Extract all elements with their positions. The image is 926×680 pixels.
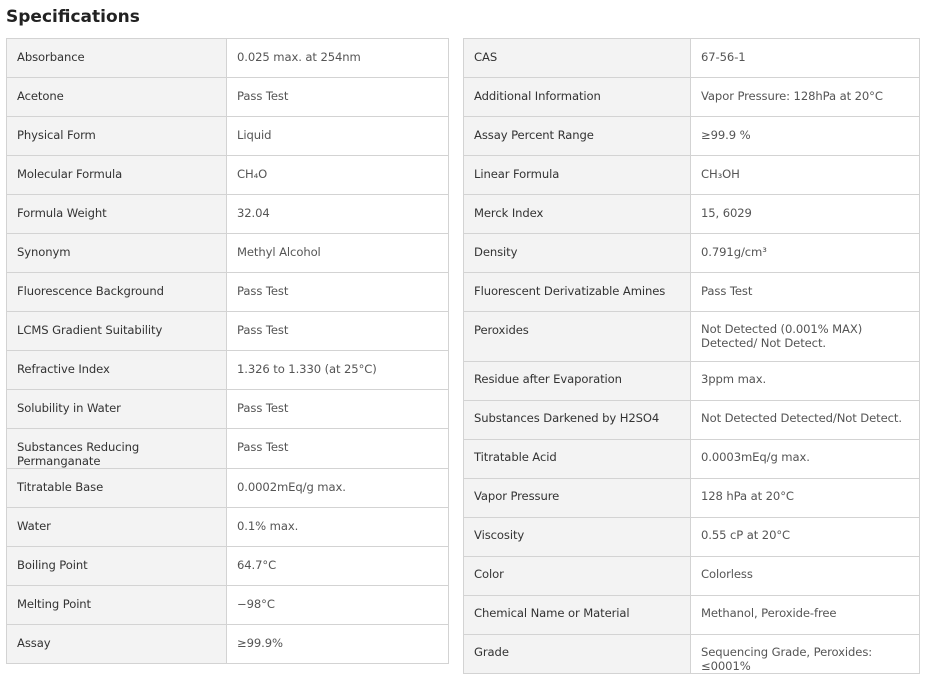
spec-label: Acetone xyxy=(7,78,227,117)
spec-row-residue-after-evaporation xyxy=(464,362,920,401)
spec-row-water xyxy=(7,508,449,547)
spec-value: CH₃OH xyxy=(691,156,920,195)
spec-label: Synonym xyxy=(7,234,227,273)
spec-value: Methanol, Peroxide-free xyxy=(691,596,920,635)
spec-label: Viscosity xyxy=(464,518,691,557)
spec-row-peroxides xyxy=(464,312,920,362)
spec-label: Grade xyxy=(464,635,691,674)
spec-value: Sequencing Grade, Peroxides: ≤0001% xyxy=(691,635,920,674)
spec-value: Pass Test xyxy=(691,273,920,312)
spec-label: Fluorescence Background xyxy=(7,273,227,312)
spec-value: 67-56-1 xyxy=(691,39,920,78)
spec-value: 0.791g/cm³ xyxy=(691,234,920,273)
spec-label: Color xyxy=(464,557,691,596)
spec-row-grade xyxy=(464,635,920,674)
spec-value: Pass Test xyxy=(227,390,449,429)
spec-row-solubility-in-water xyxy=(7,390,449,429)
spec-value: Methyl Alcohol xyxy=(227,234,449,273)
spec-value: 32.04 xyxy=(227,195,449,234)
spec-row-linear-formula xyxy=(464,156,920,195)
spec-label: Additional Information xyxy=(464,78,691,117)
spec-row-titratable-acid xyxy=(464,440,920,479)
page-title: Specifications xyxy=(6,7,140,27)
spec-value: CH₄O xyxy=(227,156,449,195)
spec-row-physical-form xyxy=(7,117,449,156)
spec-row-vapor-pressure xyxy=(464,479,920,518)
spec-label: Assay Percent Range xyxy=(464,117,691,156)
spec-row-fluorescence-background xyxy=(7,273,449,312)
spec-label: Melting Point xyxy=(7,586,227,625)
spec-label: Absorbance xyxy=(7,39,227,78)
spec-label: Density xyxy=(464,234,691,273)
spec-label: CAS xyxy=(464,39,691,78)
spec-value: 0.0002mEq/g max. xyxy=(227,469,449,508)
spec-row-titratable-base xyxy=(7,469,449,508)
spec-row-assay-percent-range xyxy=(464,117,920,156)
spec-label: Physical Form xyxy=(7,117,227,156)
spec-label: Fluorescent Derivatizable Amines xyxy=(464,273,691,312)
spec-label: Substances Darkened by H2SO4 xyxy=(464,401,691,440)
spec-row-cas xyxy=(464,39,920,78)
spec-value: Colorless xyxy=(691,557,920,596)
spec-row-molecular-formula xyxy=(7,156,449,195)
spec-value: −98°C xyxy=(227,586,449,625)
spec-row-viscosity xyxy=(464,518,920,557)
spec-value: Pass Test xyxy=(227,78,449,117)
spec-value: 128 hPa at 20°C xyxy=(691,479,920,518)
spec-label: Molecular Formula xyxy=(7,156,227,195)
spec-label: Assay xyxy=(7,625,227,664)
spec-label: Chemical Name or Material xyxy=(464,596,691,635)
spec-label: Substances Reducing Permanganate xyxy=(7,429,227,469)
spec-label: Solubility in Water xyxy=(7,390,227,429)
spec-row-lcms-gradient-suitability xyxy=(7,312,449,351)
spec-row-synonym xyxy=(7,234,449,273)
spec-value: 64.7°C xyxy=(227,547,449,586)
spec-value: 3ppm max. xyxy=(691,362,920,401)
spec-value: Pass Test xyxy=(227,273,449,312)
spec-value: 1.326 to 1.330 (at 25°C) xyxy=(227,351,449,390)
spec-label: Merck Index xyxy=(464,195,691,234)
spec-label: Vapor Pressure xyxy=(464,479,691,518)
spec-value: 0.1% max. xyxy=(227,508,449,547)
spec-label: Formula Weight xyxy=(7,195,227,234)
spec-row-color xyxy=(464,557,920,596)
spec-row-boiling-point xyxy=(7,547,449,586)
spec-value: Not Detected (0.001% MAX) Detected/ Not Detect. xyxy=(691,312,920,362)
spec-label: Linear Formula xyxy=(464,156,691,195)
spec-label: Boiling Point xyxy=(7,547,227,586)
spec-value: Not Detected Detected/Not Detect. xyxy=(691,401,920,440)
spec-value: ≥99.9% xyxy=(227,625,449,664)
spec-label: Refractive Index xyxy=(7,351,227,390)
spec-row-additional-information xyxy=(464,78,920,117)
spec-row-assay xyxy=(7,625,449,664)
spec-row-refractive-index xyxy=(7,351,449,390)
spec-row-melting-point xyxy=(7,586,449,625)
spec-label: Peroxides xyxy=(464,312,691,362)
spec-value: ≥99.9 % xyxy=(691,117,920,156)
spec-row-absorbance xyxy=(7,39,449,78)
spec-value: 0.55 cP at 20°C xyxy=(691,518,920,557)
specifications-table-left xyxy=(6,38,449,664)
spec-value: 0.025 max. at 254nm xyxy=(227,39,449,78)
spec-label: Residue after Evaporation xyxy=(464,362,691,401)
spec-row-density xyxy=(464,234,920,273)
spec-row-acetone xyxy=(7,78,449,117)
spec-row-substances-darkened xyxy=(464,401,920,440)
specifications-table-right xyxy=(463,38,920,674)
spec-value: Liquid xyxy=(227,117,449,156)
spec-label: Water xyxy=(7,508,227,547)
spec-value: Pass Test xyxy=(227,312,449,351)
spec-value: Pass Test xyxy=(227,429,449,469)
spec-row-chemical-name xyxy=(464,596,920,635)
spec-value: Vapor Pressure: 128hPa at 20°C xyxy=(691,78,920,117)
spec-label: LCMS Gradient Suitability xyxy=(7,312,227,351)
spec-row-substances-reducing-permanganate xyxy=(7,429,449,469)
spec-value: 15, 6029 xyxy=(691,195,920,234)
spec-row-formula-weight xyxy=(7,195,449,234)
spec-row-merck-index xyxy=(464,195,920,234)
spec-label: Titratable Base xyxy=(7,469,227,508)
spec-row-fluorescent-derivatizable-amines xyxy=(464,273,920,312)
spec-value: 0.0003mEq/g max. xyxy=(691,440,920,479)
spec-label: Titratable Acid xyxy=(464,440,691,479)
